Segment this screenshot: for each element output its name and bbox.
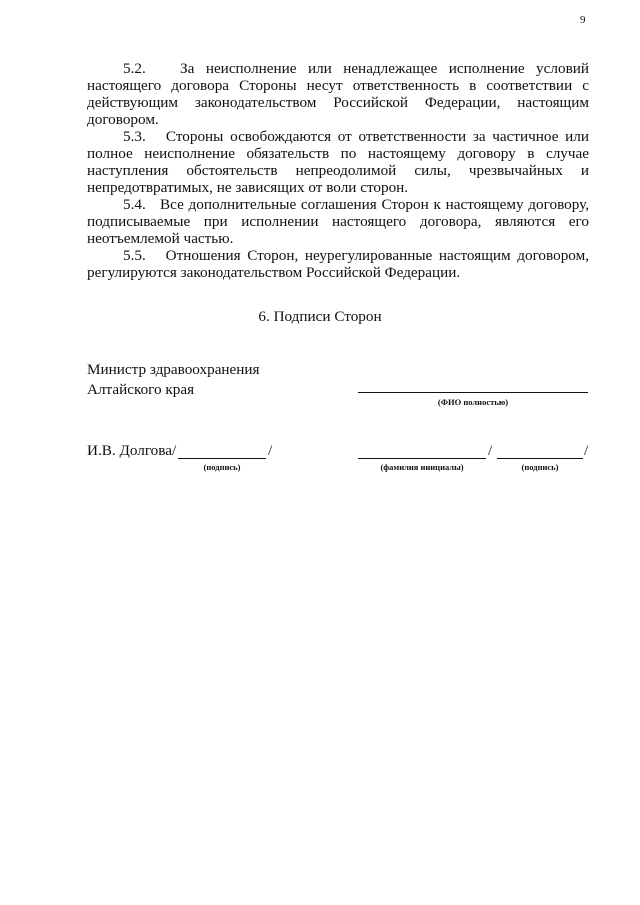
right-signature-caption: (подпись) xyxy=(521,462,559,472)
right-name-line xyxy=(358,458,486,459)
clause-number: 5.2. xyxy=(123,60,146,77)
clause-text: Стороны освобождаются от ответственности за частичное или полное неисполнение обязательств по настоящему договору в случае наступления обстоятельств непреодолимой силы, чрезвычайных и непредотвратимых, не зависящих от воли сторон. xyxy=(87,128,589,196)
left-signature-caption: (подпись) xyxy=(203,462,241,472)
clause-5-5 xyxy=(87,247,589,281)
left-slash: / xyxy=(268,442,273,459)
right-slash-mid: / xyxy=(488,442,493,459)
right-signature-line xyxy=(497,458,583,459)
right-name-caption: (фамилия инициалы) xyxy=(380,462,464,472)
clause-number: 5.5. xyxy=(123,247,146,264)
liability-clauses xyxy=(87,60,589,281)
left-party-role xyxy=(87,360,260,400)
section-title: 6. Подписи Сторон xyxy=(258,308,382,325)
role-line-1: Министр здравоохранения xyxy=(87,361,260,378)
role-line-2: Алтайского края xyxy=(87,381,195,398)
right-slash-end: / xyxy=(584,442,589,459)
clause-5-4 xyxy=(87,196,589,247)
fio-line xyxy=(358,392,588,393)
clause-text: Отношения Сторон, неурегулированные настоящим договором, регулируются законодательством Российской Федерации. xyxy=(87,247,589,281)
clause-text: Все дополнительные соглашения Сторон к настоящему договору, подписываемые при исполнении настоящего договора, являются его неотъемлемой частью. xyxy=(87,196,590,247)
left-signer-name: И.В. Долгова/ xyxy=(87,442,177,459)
clause-text: За неисполнение или ненадлежащее исполнение условий настоящего договора Стороны несут ответственность в соответствии с действующим законодательством Российской Федерации, настоящим договором. xyxy=(87,60,589,128)
clause-number: 5.3. xyxy=(123,128,146,145)
fio-caption: (ФИО полностью) xyxy=(437,397,509,407)
page-number: 9 xyxy=(580,14,586,26)
left-signature-line xyxy=(178,458,266,459)
clause-5-3 xyxy=(87,128,589,196)
clause-5-2 xyxy=(87,60,589,128)
clause-number: 5.4. xyxy=(123,196,146,213)
